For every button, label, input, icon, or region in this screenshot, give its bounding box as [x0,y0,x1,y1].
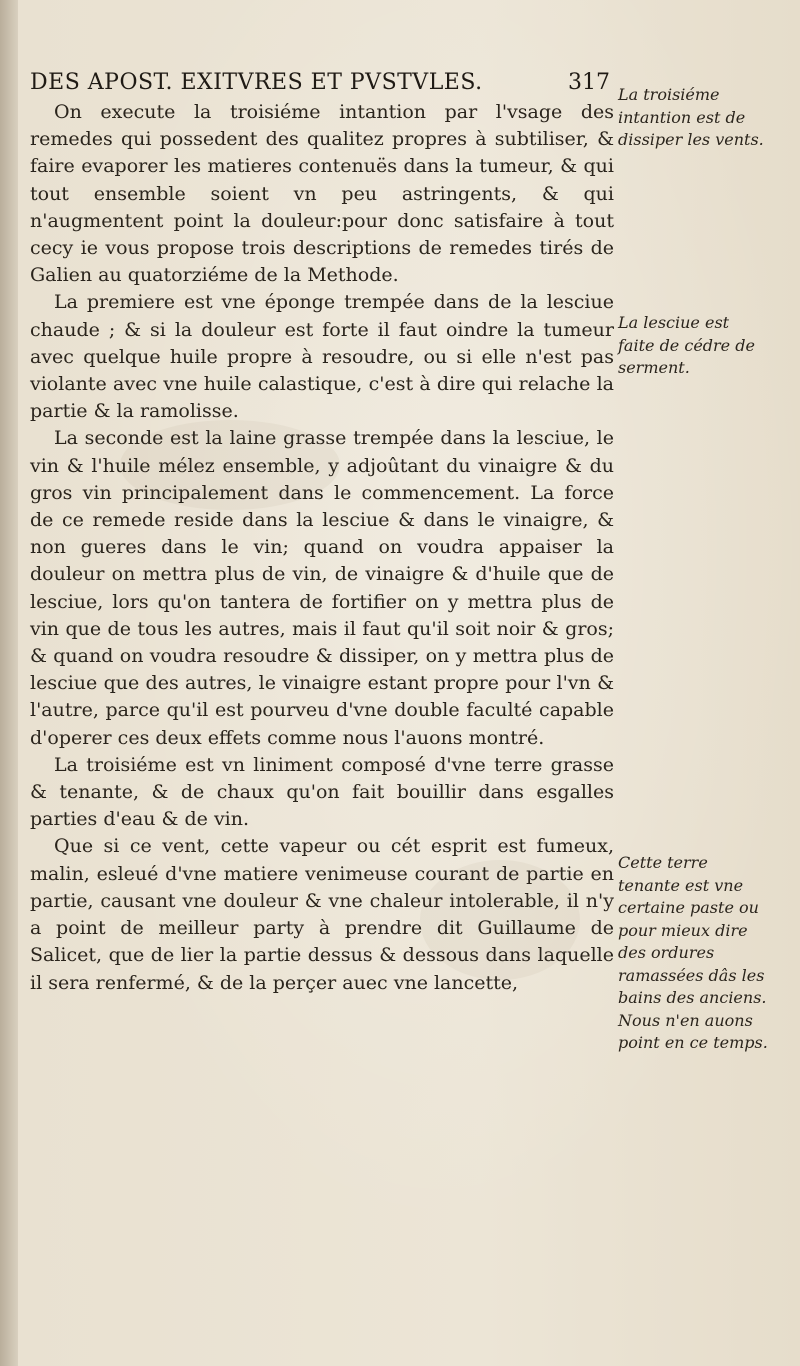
margin-note-third-intention: La troisiéme intantion est de dissiper les vents. [618,85,764,149]
paragraph-2: La premiere est vne éponge trempée dans de la lesciue chaude ; & si la douleur est forte il faut oindre la tumeur avec quelque huile propre à resoudre, ou si elle n'est pas violante avec vne huile calastique, c'est à dire qui relache la partie & la ramolisse. [30,291,614,423]
page-number: 317 [568,70,610,95]
paragraph-3: La seconde est la laine grasse trempée dans la lesciue, le vin & l'huile mélez ensemble, y adjoûtant du vinaigre & du gros vin principalement dans le commencement. La force de ce remede reside dans la lesciue & dans le vinaigre, & non gueres dans le vin; quand on voudra appaiser la douleur on mettra plus de vin, de vinaigre & d'huile que de lesciue, lors qu'on tantera de fortifier on y mettra plus de vin que de tous les autres, mais il faut qu'il soit noir & gros; & quand on voudra resoudre & dissiper, on y mettra plus de lesciue que des autres, le vinaigre estant propre pour l'vn & l'autre, parce qu'il est pourveu d'vne double faculté capable d'operer ces deux effets comme nous l'auons montré. [30,427,614,749]
page-gutter-edge [0,0,18,1366]
paragraph-4: La troisiéme est vn liniment composé d'vne terre grasse & tenante, & de chaux qu'on fait bouillir dans esgalles parties d'eau & de vin. [30,753,614,831]
paragraph-5: Que si ce vent, cette vapeur ou cét esprit est fumeux, malin, esleué d'vne matiere venimeuse courant de partie en partie, causant vne douleur & vne chaleur intolerable, il n'y a point de meilleur party à prendre dit Guillaume de Salicet, que de lier la partie dessus & dessous dans laquelle il sera renfermé, & de la perçer auec vne lancette, [30,835,614,994]
margin-note-earth: Cette terre tenante est vne certaine paste ou pour mieux dire des ordures ramassées dâs les bains des anciens. Nous n'en auons point en ce temps. [618,853,768,1052]
margin-note-lye: La lesciue est faite de cédre de serment. [618,313,755,377]
main-text-column [30,99,614,997]
running-title: DES APOST. EXITVRES ET PVSTVLES. [30,70,483,95]
paragraph-1: On execute la troisiéme intantion par l'vsage des remedes qui possedent des qualitez propres à subtiliser, & faire evaporer les matieres contenuës dans la tumeur, & qui tout ensemble soient vn peu astringents, & qui n'augmentent point la douleur:pour donc satisfaire à tout cecy ie vous propose trois descriptions de remedes tirés de Galien au quatorziéme de la Methode. [30,101,614,287]
